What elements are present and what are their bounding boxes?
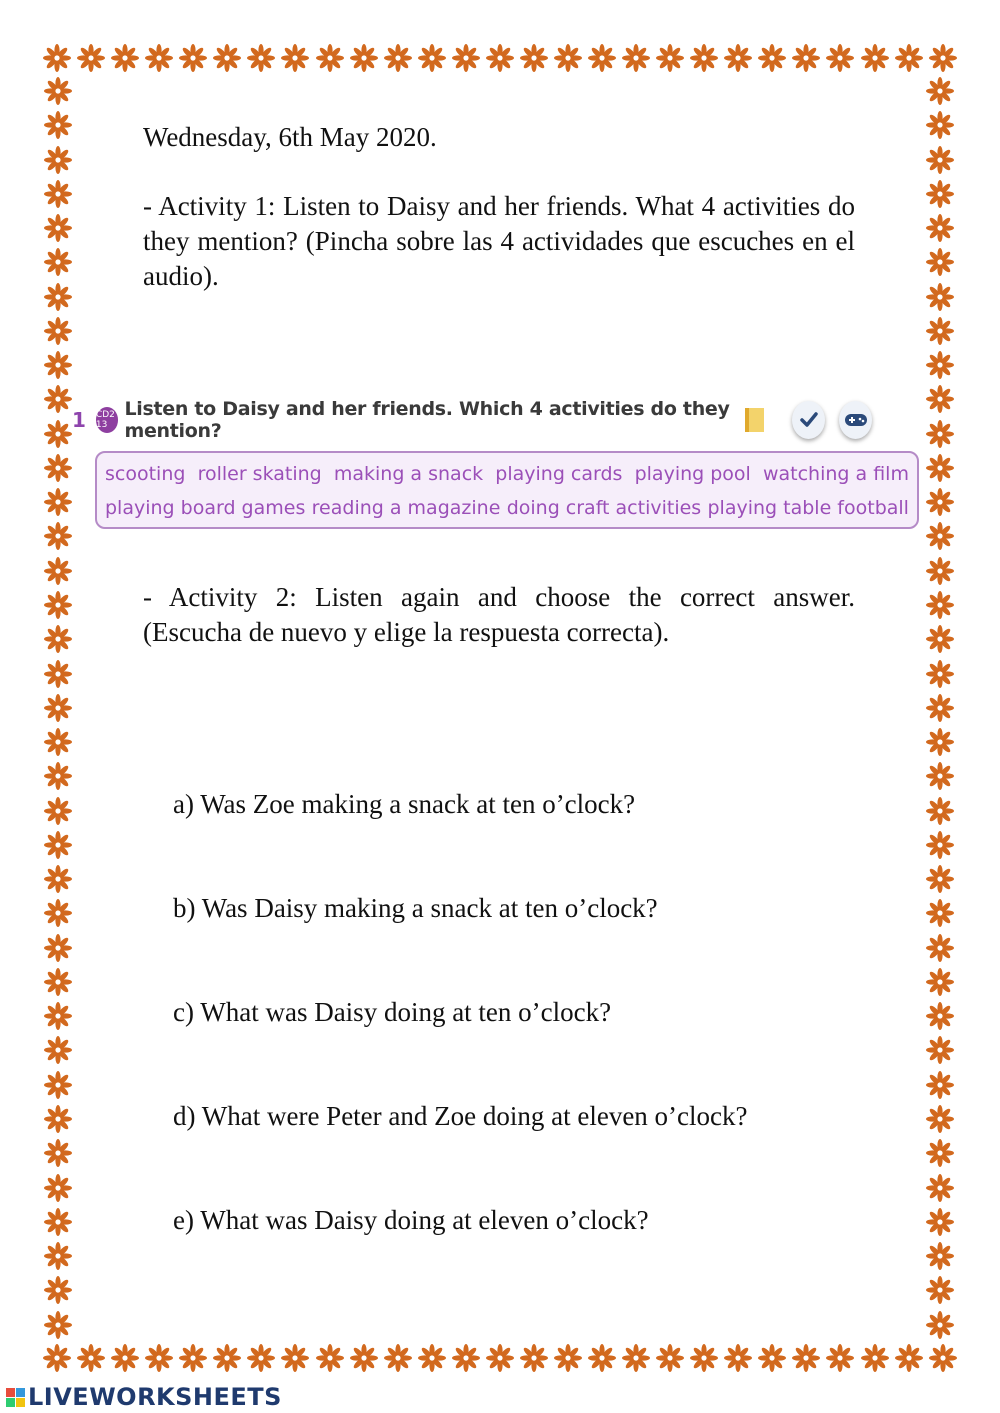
- flower-ornament-icon: [178, 43, 208, 73]
- flower-ornament-icon: [689, 1343, 719, 1373]
- flower-ornament-icon: [925, 761, 955, 791]
- flower-ornament-icon: [451, 43, 481, 73]
- cd-icon: CD2 13: [96, 407, 119, 433]
- flower-ornament-icon: [144, 1343, 174, 1373]
- flower-ornament-icon: [791, 43, 821, 73]
- flower-ornament-icon: [144, 43, 174, 73]
- activity-option[interactable]: reading a magazine: [311, 497, 501, 519]
- flower-ornament-icon: [925, 590, 955, 620]
- notebook-icon: [745, 408, 765, 432]
- activity-word-box: [95, 451, 919, 529]
- flower-ornament-icon: [43, 590, 73, 620]
- flower-ornament-icon: [43, 1275, 73, 1305]
- flower-ornament-icon: [925, 213, 955, 243]
- activity-option[interactable]: scooting: [105, 463, 186, 485]
- activity-option[interactable]: playing board games: [105, 497, 306, 519]
- flower-ornament-icon: [925, 1207, 955, 1237]
- flower-ornament-icon: [925, 659, 955, 689]
- flower-ornament-icon: [655, 1343, 685, 1373]
- flower-ornament-icon: [43, 110, 73, 140]
- border-right: [922, 76, 958, 1340]
- flower-ornament-icon: [621, 43, 651, 73]
- flower-ornament-icon: [43, 1104, 73, 1134]
- flower-ornament-icon: [925, 933, 955, 963]
- flower-ornament-icon: [43, 659, 73, 689]
- exercise-number: 1: [72, 408, 86, 432]
- flower-ornament-icon: [925, 76, 955, 106]
- flower-ornament-icon: [723, 43, 753, 73]
- question-e: e) What was Daisy doing at eleven o’clock?: [173, 1205, 649, 1235]
- flower-ornament-icon: [43, 830, 73, 860]
- flower-ornament-icon: [925, 1104, 955, 1134]
- flower-ornament-icon: [928, 1343, 958, 1373]
- flower-ornament-icon: [925, 1070, 955, 1100]
- activity-option[interactable]: playing table football: [707, 497, 909, 519]
- flower-ornament-icon: [110, 1343, 140, 1373]
- flower-ornament-icon: [925, 624, 955, 654]
- flower-ornament-icon: [925, 1173, 955, 1203]
- flower-ornament-icon: [689, 43, 719, 73]
- flower-ornament-icon: [43, 796, 73, 826]
- word-row-1: [105, 463, 909, 485]
- flower-ornament-icon: [43, 350, 73, 380]
- flower-ornament-icon: [349, 43, 379, 73]
- flower-ornament-icon: [925, 110, 955, 140]
- flower-ornament-icon: [925, 316, 955, 346]
- flower-ornament-icon: [43, 179, 73, 209]
- game-button[interactable]: [839, 401, 872, 439]
- flower-ornament-icon: [485, 43, 515, 73]
- flower-ornament-icon: [519, 1343, 549, 1373]
- flower-ornament-icon: [315, 1343, 345, 1373]
- activity-option[interactable]: playing cards: [495, 463, 623, 485]
- flower-ornament-icon: [315, 43, 345, 73]
- flower-ornament-icon: [43, 487, 73, 517]
- flower-ornament-icon: [43, 213, 73, 243]
- flower-ornament-icon: [42, 43, 72, 73]
- border-bottom: [42, 1340, 958, 1376]
- flower-ornament-icon: [43, 1001, 73, 1031]
- flower-ornament-icon: [553, 43, 583, 73]
- flower-ornament-icon: [43, 1138, 73, 1168]
- flower-ornament-icon: [587, 1343, 617, 1373]
- flower-ornament-icon: [110, 43, 140, 73]
- flower-ornament-icon: [451, 1343, 481, 1373]
- flower-ornament-icon: [383, 1343, 413, 1373]
- flower-ornament-icon: [43, 1035, 73, 1065]
- flower-ornament-icon: [925, 864, 955, 894]
- flower-ornament-icon: [925, 145, 955, 175]
- flower-ornament-icon: [43, 624, 73, 654]
- flower-ornament-icon: [925, 247, 955, 277]
- flower-ornament-icon: [43, 761, 73, 791]
- flower-ornament-icon: [43, 556, 73, 586]
- flower-ornament-icon: [42, 1343, 72, 1373]
- logo-grid-icon: [6, 1388, 25, 1407]
- flower-ornament-icon: [925, 1001, 955, 1031]
- flower-ornament-icon: [925, 967, 955, 997]
- check-button[interactable]: [792, 401, 825, 439]
- flower-ornament-icon: [894, 1343, 924, 1373]
- flower-ornament-icon: [43, 247, 73, 277]
- flower-ornament-icon: [925, 453, 955, 483]
- flower-ornament-icon: [925, 1035, 955, 1065]
- flower-ornament-icon: [43, 1207, 73, 1237]
- flower-ornament-icon: [757, 43, 787, 73]
- activity-option[interactable]: playing pool: [634, 463, 751, 485]
- activity-option[interactable]: doing craft activities: [506, 497, 702, 519]
- flower-ornament-icon: [723, 1343, 753, 1373]
- flower-ornament-icon: [925, 487, 955, 517]
- exercise-title: Listen to Daisy and her friends. Which 4 activities do they mention?: [124, 398, 730, 442]
- flower-ornament-icon: [925, 830, 955, 860]
- flower-ornament-icon: [43, 864, 73, 894]
- logo-text: LIVEWORKSHEETS: [28, 1383, 282, 1411]
- flower-ornament-icon: [43, 1310, 73, 1340]
- flower-ornament-icon: [246, 1343, 276, 1373]
- flower-ornament-icon: [925, 898, 955, 928]
- flower-ornament-icon: [894, 43, 924, 73]
- question-c: c) What was Daisy doing at ten o’clock?: [173, 997, 612, 1027]
- flower-ornament-icon: [383, 43, 413, 73]
- flower-ornament-icon: [43, 521, 73, 551]
- flower-ornament-icon: [925, 796, 955, 826]
- flower-ornament-icon: [349, 1343, 379, 1373]
- word-row-2: [105, 497, 909, 519]
- flower-ornament-icon: [925, 1310, 955, 1340]
- flower-ornament-icon: [43, 384, 73, 414]
- flower-ornament-icon: [860, 43, 890, 73]
- flower-ornament-icon: [925, 1275, 955, 1305]
- flower-ornament-icon: [43, 145, 73, 175]
- border-top: [42, 40, 958, 76]
- flower-ornament-icon: [655, 43, 685, 73]
- flower-ornament-icon: [757, 1343, 787, 1373]
- flower-ornament-icon: [43, 282, 73, 312]
- flower-ornament-icon: [925, 419, 955, 449]
- border-left: [40, 76, 76, 1340]
- flower-ornament-icon: [43, 1070, 73, 1100]
- flower-ornament-icon: [587, 43, 617, 73]
- activity-option[interactable]: making a snack: [333, 463, 484, 485]
- flower-ornament-icon: [925, 521, 955, 551]
- flower-ornament-icon: [621, 1343, 651, 1373]
- question-d: d) What were Peter and Zoe doing at eleven o’clock?: [173, 1101, 748, 1131]
- flower-ornament-icon: [928, 43, 958, 73]
- flower-ornament-icon: [280, 1343, 310, 1373]
- flower-ornament-icon: [485, 1343, 515, 1373]
- flower-ornament-icon: [925, 1241, 955, 1271]
- flower-ornament-icon: [246, 43, 276, 73]
- flower-ornament-icon: [43, 727, 73, 757]
- check-icon: [799, 410, 819, 430]
- activity-option[interactable]: watching a film: [762, 463, 909, 485]
- flower-ornament-icon: [925, 693, 955, 723]
- liveworksheets-logo: [6, 1383, 282, 1411]
- flower-ornament-icon: [43, 453, 73, 483]
- flower-ornament-icon: [43, 1173, 73, 1203]
- flower-ornament-icon: [925, 384, 955, 414]
- flower-ornament-icon: [825, 43, 855, 73]
- flower-ornament-icon: [925, 1138, 955, 1168]
- flower-ornament-icon: [280, 43, 310, 73]
- flower-ornament-icon: [925, 556, 955, 586]
- flower-ornament-icon: [417, 43, 447, 73]
- activity-1-instructions: - Activity 1: Listen to Daisy and her friends. What 4 activities do they mention? (Pincha sobre las 4 actividades que escuches en el audio).: [143, 191, 855, 291]
- date-heading: Wednesday, 6th May 2020.: [143, 122, 437, 152]
- flower-ornament-icon: [212, 1343, 242, 1373]
- flower-ornament-icon: [791, 1343, 821, 1373]
- flower-ornament-icon: [417, 1343, 447, 1373]
- flower-ornament-icon: [925, 350, 955, 380]
- activity-2-instructions: - Activity 2: Listen again and choose the correct answer. (Escucha de nuevo y elige la respuesta correcta).: [143, 582, 855, 647]
- flower-ornament-icon: [553, 1343, 583, 1373]
- flower-ornament-icon: [43, 316, 73, 346]
- flower-ornament-icon: [76, 43, 106, 73]
- flower-ornament-icon: [925, 282, 955, 312]
- exercise-header: [72, 395, 872, 445]
- flower-ornament-icon: [43, 693, 73, 723]
- flower-ornament-icon: [925, 179, 955, 209]
- flower-ornament-icon: [825, 1343, 855, 1373]
- flower-ornament-icon: [178, 1343, 208, 1373]
- flower-ornament-icon: [519, 43, 549, 73]
- flower-ornament-icon: [43, 967, 73, 997]
- flower-ornament-icon: [925, 727, 955, 757]
- flower-ornament-icon: [43, 898, 73, 928]
- flower-ornament-icon: [76, 1343, 106, 1373]
- flower-ornament-icon: [860, 1343, 890, 1373]
- question-a: a) Was Zoe making a snack at ten o’clock?: [173, 789, 636, 819]
- gamepad-icon: [844, 411, 868, 429]
- flower-ornament-icon: [212, 43, 242, 73]
- flower-ornament-icon: [43, 1241, 73, 1271]
- activity-option[interactable]: roller skating: [197, 463, 322, 485]
- question-b: b) Was Daisy making a snack at ten o’clock?: [173, 893, 658, 923]
- flower-ornament-icon: [43, 933, 73, 963]
- flower-ornament-icon: [43, 419, 73, 449]
- flower-ornament-icon: [43, 76, 73, 106]
